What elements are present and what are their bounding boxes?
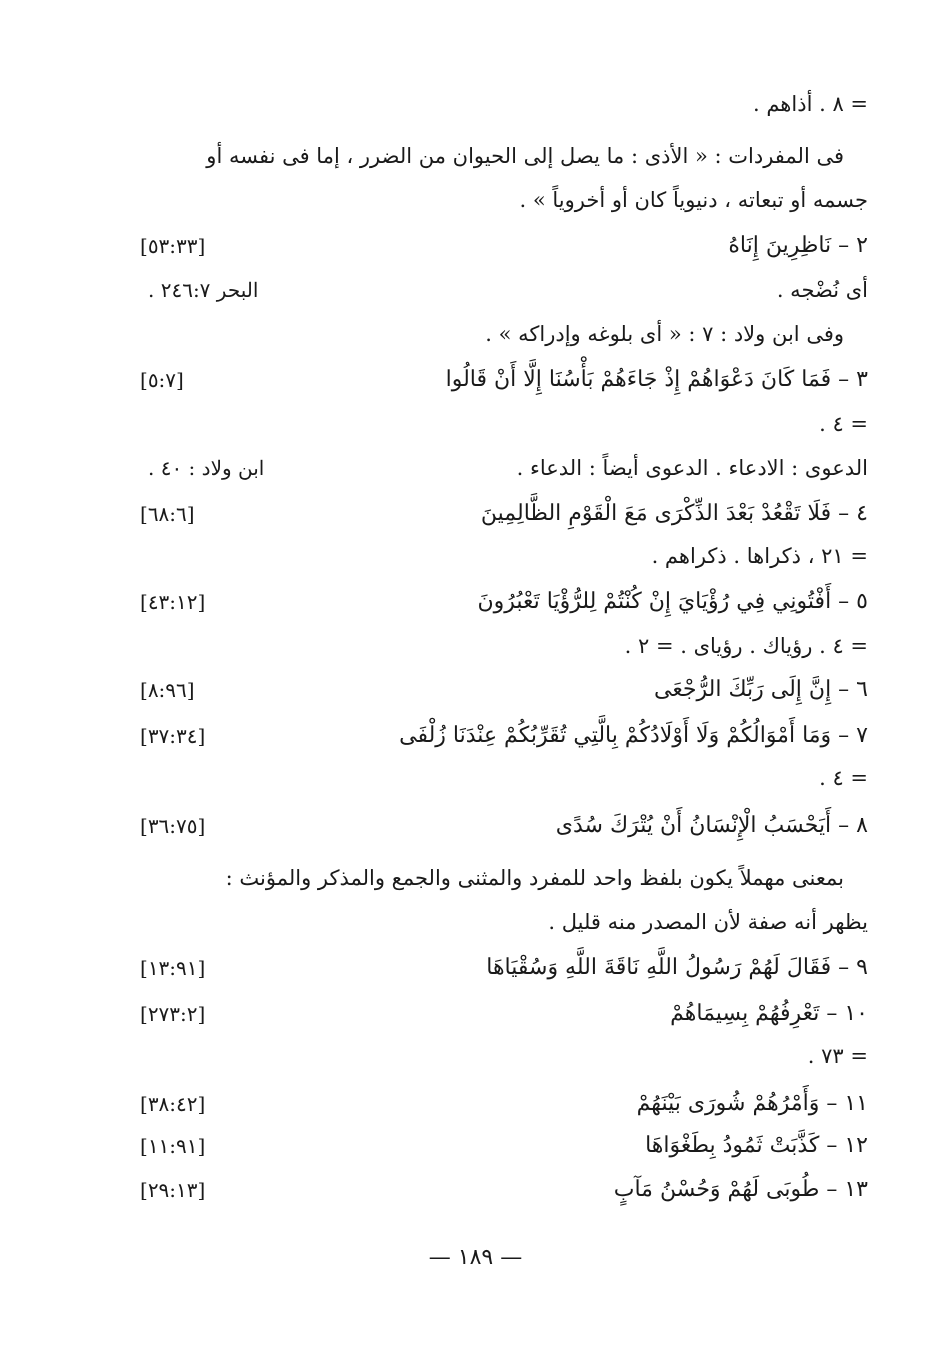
text-line bbox=[140, 858, 868, 898]
line-text: فى المفردات : « الأذى : ما يصل إلى الحيوان من الضرر ، إما فى نفسه أو bbox=[206, 144, 844, 168]
verse-line bbox=[140, 716, 868, 756]
verse-reference: [٣٧:٣٤] bbox=[140, 724, 206, 748]
line-text: وفى ابن ولاد : ٧ : « أى بلوغه وإدراكه » . bbox=[485, 322, 844, 346]
verse-text: ١٢ – كَذَّبَتْ ثَمُودُ بِطَغْوَاهَا bbox=[645, 1133, 868, 1158]
verse-text: ٧ – وَمَا أَمْوَالُكُمْ وَلَا أَوْلَادُكُمْ بِالَّتِي تُقَرِّبُكُمْ عِنْدَنَا زُلْفَى bbox=[399, 723, 868, 748]
verse-reference: [٥٣:٣٣] bbox=[140, 234, 206, 258]
verse-text: ١٠ – تَعْرِفُهُمْ بِسِيمَاهُمْ bbox=[670, 1001, 868, 1026]
source-reference: البحر ٢٤٦:٧ . bbox=[148, 278, 259, 302]
page-number: — ١٨٩ — bbox=[428, 1245, 523, 1270]
line-text: الدعوى : الادعاء . الدعوى أيضاً : الدعاء . bbox=[516, 456, 868, 480]
verse-text: ٢ – نَاظِرِينَ إِنَاهُ bbox=[728, 233, 868, 258]
line-text: = ٤ . bbox=[819, 766, 868, 790]
text-line bbox=[140, 136, 868, 176]
source-reference: ابن ولاد : ٤٠ . bbox=[148, 456, 265, 480]
text-line bbox=[140, 536, 868, 576]
verse-reference: [٢٩:١٣] bbox=[140, 1178, 206, 1202]
text-line bbox=[140, 758, 868, 798]
text-line bbox=[140, 902, 868, 942]
verse-reference: [٥:٧] bbox=[140, 368, 184, 392]
line-text: جسمه أو تبعاته ، دنيوياً كان أو أخروياً » . bbox=[519, 188, 868, 212]
verse-text: ٣ – فَمَا كَانَ دَعْوَاهُمْ إِذْ جَاءَهُمْ بَأْسُنَا إِلَّا أَنْ قَالُوا bbox=[445, 367, 868, 392]
text-line bbox=[140, 1036, 868, 1076]
verse-reference: [١٣:٩١] bbox=[140, 956, 206, 980]
verse-line bbox=[140, 226, 868, 266]
line-text: يظهر أنه صفة لأن المصدر منه قليل . bbox=[548, 910, 868, 934]
verse-line bbox=[140, 806, 868, 846]
verse-text: ١١ – وَأَمْرُهُمْ شُورَى بَيْنَهُمْ bbox=[636, 1091, 868, 1116]
verse-reference: [١١:٩١] bbox=[140, 1134, 206, 1158]
verse-text: ٤ – فَلَا تَقْعُدْ بَعْدَ الذِّكْرَى مَعَ الْقَوْمِ الظَّالِمِينَ bbox=[480, 501, 868, 526]
line-text: أى نُضْجه . bbox=[776, 278, 868, 302]
line-text: = ٤ . رؤياك . رؤياى . = ٢ . bbox=[624, 634, 868, 658]
line-text: = ٨ . أذاهم . bbox=[752, 92, 868, 116]
verse-reference: [٨:٩٦] bbox=[140, 678, 195, 702]
verse-line bbox=[140, 1170, 868, 1210]
line-text: = ٤ . bbox=[819, 412, 868, 436]
verse-line bbox=[140, 948, 868, 988]
line-text: = ٢١ ، ذكراها . ذكراهم . bbox=[651, 544, 868, 568]
text-line bbox=[140, 84, 868, 124]
verse-text: ٥ – أَفْتُونِي فِي رُؤْيَايَ إِنْ كُنْتُمْ لِلرُّؤْيَا تَعْبُرُونَ bbox=[477, 589, 868, 614]
line-text: = ٧٣ . bbox=[807, 1044, 868, 1068]
verse-line bbox=[140, 1126, 868, 1166]
verse-text: ٩ – فَقَالَ لَهُمْ رَسُولُ اللَّهِ نَاقَةَ اللَّهِ وَسُقْيَاهَا bbox=[486, 955, 868, 980]
verse-text: ٨ – أَيَحْسَبُ الْإِنْسَانُ أَنْ يُتْرَكَ سُدًى bbox=[555, 813, 868, 838]
verse-reference: [٦٨:٦] bbox=[140, 502, 195, 526]
text-line bbox=[140, 404, 868, 444]
verse-line bbox=[140, 994, 868, 1034]
line-text: بمعنى مهملاً يكون بلفظ واحد للمفرد والمثنى والجمع والمذكر والمؤنث : bbox=[225, 866, 844, 890]
verse-line bbox=[140, 582, 868, 622]
verse-line bbox=[140, 1084, 868, 1124]
verse-reference: [٤٣:١٢] bbox=[140, 590, 206, 614]
verse-line bbox=[140, 494, 868, 534]
text-line bbox=[140, 626, 868, 666]
verse-reference: [٣٦:٧٥] bbox=[140, 814, 206, 838]
verse-text: ٦ – إِنَّ إِلَى رَبِّكَ الرُّجْعَى bbox=[653, 677, 868, 702]
verse-text: ١٣ – طُوبَى لَهُمْ وَحُسْنُ مَآبٍ bbox=[613, 1177, 868, 1202]
text-line bbox=[140, 448, 868, 488]
verse-line bbox=[140, 670, 868, 710]
text-line bbox=[140, 270, 868, 310]
verse-line bbox=[140, 360, 868, 400]
verse-reference: [٢٧٣:٢] bbox=[140, 1002, 206, 1026]
text-line bbox=[140, 314, 868, 354]
verse-reference: [٣٨:٤٢] bbox=[140, 1092, 206, 1116]
text-line bbox=[140, 180, 868, 220]
